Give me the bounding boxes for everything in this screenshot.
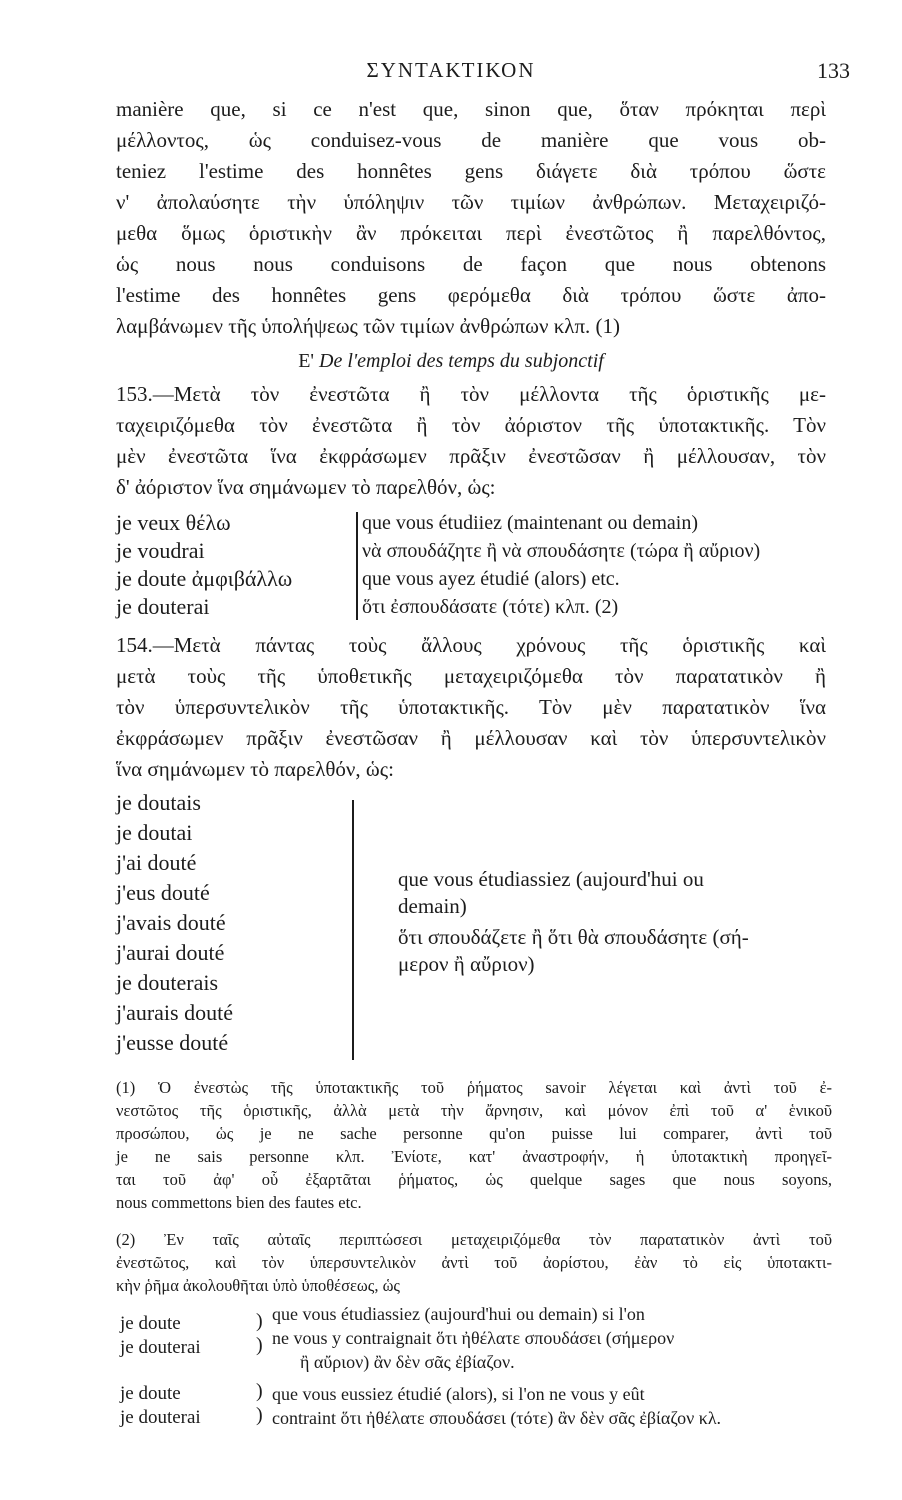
footnote-example-gloss: contraint ὅτι ἠθέλατε σπουδάσει (τότε) ἂν δὲν σᾶς ἐβίαζον κλ. — [272, 1408, 722, 1428]
example-verb: j'eus douté — [116, 880, 210, 905]
section-title: De l'emploi des temps du subjonctif — [319, 350, 604, 372]
paren-mark: ) — [256, 1404, 263, 1426]
footnote-1-line: je ne sais personne κλπ. Ἐνίοτε, κατ' ἀναστροφήν, ἡ ὑποτακτικὴ προηγεῖ- — [116, 1147, 832, 1166]
para-154-line: τὸν ὑπερσυντελικὸν τῆς ὑποτακτικῆς. Τὸν μὲν παρατατικὸν ἵνα — [116, 695, 826, 719]
gloss-line: demain) — [398, 894, 467, 918]
example-verb: je doute ἀμφιβάλλω — [116, 566, 293, 591]
footnote-example-gloss: que vous étudiassiez (aujourd'hui ou demain) si l'on — [272, 1304, 645, 1324]
example-verb: je doutai — [116, 820, 193, 845]
para-153-line: μὲν ἐνεστῶτα ἵνα ἐκφράσωμεν πρᾶξιν ἐνεστῶσαν ἢ μέλλουσαν, τὸν — [116, 444, 826, 468]
gloss-line: μερον ἢ αὔριον) — [398, 952, 535, 976]
footnote-1-line: ται τοῦ ἀφ' οὗ ἐξαρτᾶται ῥήματος, ὡς quelque sages que nous soyons, — [116, 1170, 832, 1189]
footnote-example-verb: je douterai — [120, 1337, 201, 1358]
section-number: Ε' — [298, 350, 315, 372]
para-153-line: ταχειριζόμεθα τὸν ἐνεστῶτα ἢ τὸν ἀόριστον τῆς ὑποτακτικῆς. Τὸν — [116, 413, 826, 437]
para-153-line: δ' ἀόριστον ἵνα σημάνωμεν τὸ παρελθόν, ὡς: — [116, 475, 496, 499]
para-154-line: 154.—Μετὰ πάντας τοὺς ἄλλους χρόνους τῆς ὁριστικῆς καὶ — [116, 633, 826, 657]
footnote-1-line: προσώπου, ὡς je ne sache personne qu'on puisse lui comparer, ἀντὶ τοῦ — [116, 1124, 832, 1143]
footnote-example-verb: je douterai — [120, 1407, 201, 1428]
gloss-line: que vous étudiassiez (aujourd'hui ou — [398, 867, 704, 891]
example-gloss — [398, 866, 838, 978]
example-gloss: νὰ σπουδάζητε ἢ νὰ σπουδάσητε (τώρα ἢ αὔριον) — [362, 540, 761, 562]
footnote-example-verb: je doute — [120, 1383, 181, 1404]
footnote-1-line: (1) Ὁ ἐνεστὼς τῆς ὑποτακτικῆς τοῦ ῥήματος savoir λέγεται καὶ ἀντὶ τοῦ ἐ- — [116, 1078, 832, 1097]
example-gloss: que vous ayez étudié (alors) etc. — [362, 568, 620, 590]
footnote-2-line: ἐνεστῶτος, καὶ τὸν ὑπερσυντελικὸν ἀντὶ τοῦ ἀορίστου, ἐὰν τὸ εἰς ὑποτακτι- — [116, 1253, 832, 1272]
footnote-example-verb: je doute — [120, 1313, 181, 1334]
footnote-2-line: κὴν ῥῆμα ἀκολουθῆται ὑπὸ ὑποθέσεως, ὡς — [116, 1276, 400, 1295]
footnote-example-gloss: que vous eussiez étudié (alors), si l'on ne vous y eût — [272, 1384, 645, 1404]
example-verb: je douterai — [116, 594, 210, 619]
example-verb: j'avais douté — [116, 910, 226, 935]
intro-line: μεθα ὅμως ὁριστικὴν ἂν πρόκειται περὶ ἐνεστῶτος ἢ παρελθόντος, — [116, 221, 826, 245]
para-154-line: ἵνα σημάνωμεν τὸ παρελθόν, ὡς: — [116, 757, 394, 781]
example-verb: j'ai douté — [116, 850, 197, 875]
footnote-example-gloss: ἢ αὔριον) ἂν δὲν σᾶς ἐβίαζον. — [300, 1352, 515, 1372]
paren-mark: ) — [256, 1334, 263, 1356]
intro-line: manière que, si ce n'est que, sinon que, ὅταν πρόκηται περὶ — [116, 97, 826, 121]
intro-line: μέλλοντος, ὡς conduisez-vous de manière que vous ob- — [116, 128, 826, 152]
intro-line: ὡς nous nous conduisons de façon que nous obtenons — [116, 252, 826, 276]
footnote-1-line: nous commettons bien des fautes etc. — [116, 1193, 362, 1212]
example-verb: j'aurai douté — [116, 940, 225, 965]
para-154-line: ἐκφράσωμεν πρᾶξιν ἐνεστῶσαν ἢ μέλλουσαν καὶ τὸν ὑπερσυντελικὸν — [116, 726, 826, 750]
paren-mark: ) — [256, 1310, 263, 1332]
intro-line: ν' ἀπολαύσητε τὴν ὑπόληψιν τῶν τιμίων ἀνθρώπων. Μεταχειριζό- — [116, 190, 826, 214]
para-153-line: 153.—Μετὰ τὸν ἐνεστῶτα ἢ τὸν μέλλοντα τῆς ὁριστικῆς με- — [116, 382, 826, 406]
example-verb: je voudrai — [116, 538, 205, 563]
intro-line: λαμβάνωμεν τῆς ὑπολήψεως τῶν τιμίων ἀνθρώπων κλπ. (1) — [116, 314, 621, 338]
example-gloss: ὅτι ἐσπουδάσατε (τότε) κλπ. (2) — [362, 596, 619, 618]
example-verb: j'eusse douté — [116, 1030, 229, 1055]
page-number: 133 — [817, 58, 850, 83]
intro-line: teniez l'estime des honnêtes gens διάγετε διὰ τρόπου ὥστε — [116, 159, 826, 183]
gloss-line: ὅτι σπουδάζετε ἢ ὅτι θὰ σπουδάσητε (σή- — [398, 925, 749, 949]
brace-line — [356, 512, 358, 620]
section-heading — [0, 350, 902, 373]
footnote-example-gloss: ne vous y contraignait ὅτι ἠθέλατε σπουδάσει (σήμερον — [272, 1328, 675, 1348]
example-verb: je douterais — [116, 970, 219, 995]
example-verb: j'aurais douté — [116, 1000, 233, 1025]
footnote-2-line: (2) Ἐν ταῖς αὐταῖς περιπτώσεσι μεταχειριζόμεθα τὸν παρατατικὸν ἀντὶ τοῦ — [116, 1230, 832, 1249]
example-verb: je veux θέλω — [116, 510, 231, 535]
running-head: ΣΥΝΤΑΚΤΙΚΟΝ — [366, 58, 536, 82]
paren-mark: ) — [256, 1380, 263, 1402]
para-154-line: μετὰ τοὺς τῆς ὑποθετικῆς μεταχειριζόμεθα τὸν παρατατικὸν ἢ — [116, 664, 826, 688]
example-verb: je doutais — [116, 790, 201, 815]
footnote-1-line: νεστῶτος τῆς ὁριστικῆς, ἀλλὰ μετὰ τὴν ἄρνησιν, καὶ μόνον ἐπὶ τοῦ α' ἑνικοῦ — [116, 1101, 832, 1120]
brace-line — [352, 800, 354, 1060]
intro-line: l'estime des honnêtes gens φερόμεθα διὰ τρόπου ὥστε ἀπο- — [116, 283, 826, 307]
example-gloss: que vous étudiiez (maintenant ou demain) — [362, 512, 699, 534]
